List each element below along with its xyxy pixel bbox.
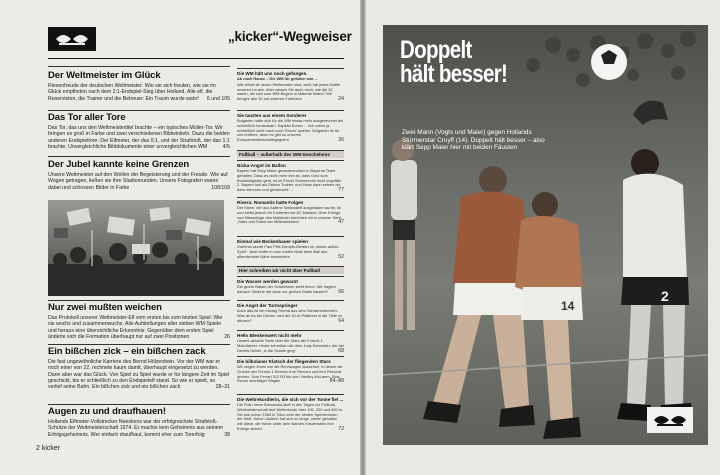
box-wm-gefangen[interactable] [237,68,344,102]
box-nicka[interactable] [237,160,344,193]
article-jubel[interactable] [48,159,230,191]
article-text: Das Protokoll unserer Weltmeister-Elf vom ersten bis zum letzten Spiel: Wie sie wuchs und zusammenwuchs. Alle Aufstellungen aller sieben WM-Spiele und heraus eine übersichtliche Erkenntnis: Gegenüber dem ersten Spiel änderte sich die Formation überhaupt nur auf zwei Positionen 26 [48,315,230,340]
box-turmspringer[interactable] [237,300,344,323]
section-bar: Fußball – außerhalb des WM-Geschehens [237,150,344,158]
crowd-photo [48,200,224,296]
box-title: Sie tanzten aus einem Sonderer [237,112,307,118]
page-ref: 24 [338,96,344,103]
page-ref: 108/109 [211,184,230,191]
article-augen-zu[interactable] [48,406,230,438]
divider [48,344,230,345]
page-ref: 36 [338,137,344,144]
divider [48,66,230,67]
box-text: Bayern hat Sepp Maier gewissermaßen in Bayerns Team gehalten. Dass es nicht mehr ihm ist, dass Geld zum Bundesligisten geht, ist im Einzel Sommerzeit nicht ungefähr 2. Bayern holt als Saison Trainer, und Haus dann setzen wir, dazu stimmen und gewünscht ... 77 [237,168,344,194]
jersey-number: 2 [661,288,669,304]
box-rivera[interactable] [237,197,344,225]
page-gutter [360,0,366,475]
article-text: Das Tor, das uns den Weltmeistertitel brachte – ein typisches Müller-Tor. Wir bringen es groß in Farbe und zwei verschiedenen Bildwinkeln. Dazu die beiden anderen Endspieltore: Der Elfmeter, der das 0:1, und der Strafstoß, der das 1:1 brachte. Unvergleichliche Bilddokumente einer unvergleichlichen WM 4/5 [48,125,230,150]
article-title[interactable]: Das Tor aller Tore [48,112,126,123]
box-bulgarien[interactable] [237,110,344,143]
box-title: Die WM hält uns noch gefangen [237,70,307,76]
page-ref: 28–31 [215,384,230,391]
box-title: Einmal wie Beckenbauer spielen [237,238,308,244]
page-ref: 84–88 [329,378,344,385]
page-ref: 77 [338,187,344,194]
article-text: Hollands Elfmeter-Vollstrecker Neeskens war der erfolgreichste Strafstoß-Schütze der Weltmeisterschaft 1974. Er machte kein Geheimnis aus seinem Erfolgsgeheimnis. Wer einfach draufhaut, kommt eher zum Torerfolg 38 [48,419,230,438]
box-text: Wie erlebt ist neuen Weltmeister sind, weiß hat jedes Kräfte unseren Leuten. Aber wissen Sie auch noch, wie die 32 waren, die sich zum WM-Beginn in Malente trafen? Wir bringen alle 32 auf unseren Farbfotos 24 [237,81,344,103]
box-weltrekordlerin[interactable] [237,394,344,432]
article-text: Unsere Weltmeister auf den Wellen der Begeisterung und der Freude. Wie auf Wogen getragen, ließen sie ihre Stadionrunden. Unsere Fotografen waren dabei und schossen Bilder in Farbe 108/109 [48,172,230,191]
box-blenkenwert[interactable] [237,330,344,353]
article-nur-zwei[interactable] [48,302,230,340]
page-ref: 68 [338,347,344,354]
divider [48,300,230,301]
article-text: Die fast ungewöhnliche Karriere des Bernd Hölzenbein. Vor der WM war er noch einer von 22, rechnete kaum damit, überhaupt eingesetzt zu werden. Dann aber war das Glück. Von Spiel zu Spiel wurde er für längere Zeit im Spiel geschickt, bis er schließlich zu den Endspielelf stand. So wie er spielt, so verlief seine Bahn. Ein bißchen zick und ein bißchen zack 28–31 [48,359,230,391]
divider [48,404,230,405]
box-beckenbauer[interactable] [237,236,344,259]
page-ref: 52 [338,253,344,260]
page-ref: 66 [338,288,344,295]
page-title: „kicker“-Wegweiser [228,29,352,44]
page-ref: 4/5 [222,143,230,150]
page-ref: 72 [338,425,344,432]
box-text: Auch das ist ein etwaig Thema aus dem Schwimmbereich: Was ist los bei Günter, weil der 10-m-Plattform in die Tiefe zu stürzen? 64 [237,308,344,324]
article-zick-zack[interactable] [48,346,230,390]
page-ref: 6 und 105 [206,95,230,102]
box-title: Die Wasser werden gewarnt [237,278,298,284]
article-title[interactable]: Der Weltmeister im Glück [48,70,161,81]
page-ref: 38 [224,431,230,438]
box-rennwagen[interactable] [237,356,344,384]
photo-caption: Zwei Mann (Vogts und Maier) gegen Hollands Stürmerstar Cruyff (14). Doppelt hält besser – also klärt Sepp Maier hier mit beiden Fäusten [402,129,545,152]
headline-line-2: hält besser! [400,60,508,88]
article-title[interactable]: Augen zu und draufhauen! [48,406,166,417]
wm-emblem-icon [647,407,693,433]
box-text: Zweimal wurde Paul Pöls Kampfs-Meister im „kicker-action-Spiel“. Jetzt durfte er zum ersten Male beim Ball aus allernächster Nähe bewundern 52 [237,244,344,260]
article-weltmeister[interactable] [48,70,230,102]
jersey-number: 14 [561,299,575,313]
divider [48,110,230,111]
photo-headline [400,38,507,86]
headline-line-1: Doppelt [400,36,472,64]
box-title: Rivera: Romantis hatte Folgen [237,199,304,205]
box-text: Unsere aktuelle Serie über die Stars der Formel-1-Motorfahrer. Heute schreiben wir über Jody Scheckter, der bei Dennis Hulme „in die Schule ging“ 68 [237,338,344,354]
section-bar: Hier schreiben wir nicht über Fußball [237,266,344,274]
box-text: Die große Batam der Schwimmer steht bevor. Wir fragten danach: Welche der Asse vor großen Starts fasziert? 66 [237,284,344,295]
box-text: Bulgarien hatte sich für die WM etwas mehr ausgerechnet als schließlich herauskam. Kapitän Bonev ... lich nahm ja schließlich nicht nach noch 'Einzel' spielen. Bulgarien ist für uns entfernt, denn es gibt zu unseren Europameisterschaftsgegnern 36 [237,118,344,144]
box-wasser[interactable] [237,276,344,295]
header-rule [48,58,344,59]
article-title[interactable]: Nur zwei mußten weichen [48,302,162,313]
box-text: Wir zeigen Ihnen wie die Rennwagen aussehen, in denen die Großen der Formel-1-Rennen ihre Rennen und ihre Rekorde drehen. Vom Ferrari 312 B3 bis zum Yardley McLaren. Eine Revue schnittiger Wagen 84–88 [237,364,344,385]
box-title: Die bilbolaner Klatsch der fliegenden Stars [237,358,331,364]
article-title[interactable]: Der Jubel kannte keine Grenzen [48,159,190,170]
box-sub: Ab nach Hause – Die WM für gefallen war ... [237,76,318,81]
page-ref: 64 [338,317,344,324]
match-photo [383,25,708,445]
page-footer: 2 kicker [36,445,61,452]
box-text: Die Polin Irena Szewinska läuft in den Tagen zur Fußball-Weltmeisterschaft drei Weltrekorde über 100, 200 und 400 m. Sie war schon 1964 in Tokio eine der besten Sprinterinnen der Welt. Keine Läuferin hat sich so lange „oben“ gehalten wie diese, die früher unter dem Namen Kirszenstein ihre Erfolge sichert 72 [237,402,344,432]
article-title[interactable]: Ein bißchen zick – ein bißchen zack [48,346,206,357]
box-title: Die Angst der Turmspringer [237,302,298,308]
article-tor-aller-tore[interactable] [48,112,230,150]
box-text: Der Mann, der aus Italiens Nationalelf ausgeladen wurde, ist und bleibt jedoch Mr Endtreter bei AC Mailand. Über Erfolge und Misserfolge des Mailänder berichten wir in unserer Serie „Stars und Stand der Millionenklubs“ 47 [237,205,344,226]
box-title: Hello Blenkenwert nicht mehr [237,332,302,338]
box-title: Nicka-Angst im Ballon [237,162,286,168]
divider [48,156,230,157]
page-ref: 26 [224,333,230,340]
article-text: Riesenfreude der deutschen Weltmeister: Wie sie sich freuten, wie sie im Glück empfinden nach dem 2:1-Endspiel-Sieg über Holland. Alle elf, die Reservisten, die Trainer und die Betreuer: Ein Traum wurde wahr! 6 und 105 [48,83,230,102]
box-title: Die Weltrekordlerin, die sich vor der Tonne fiel ... [237,396,344,402]
wm-emblem-icon [48,27,96,51]
page-ref: 47 [338,219,344,226]
